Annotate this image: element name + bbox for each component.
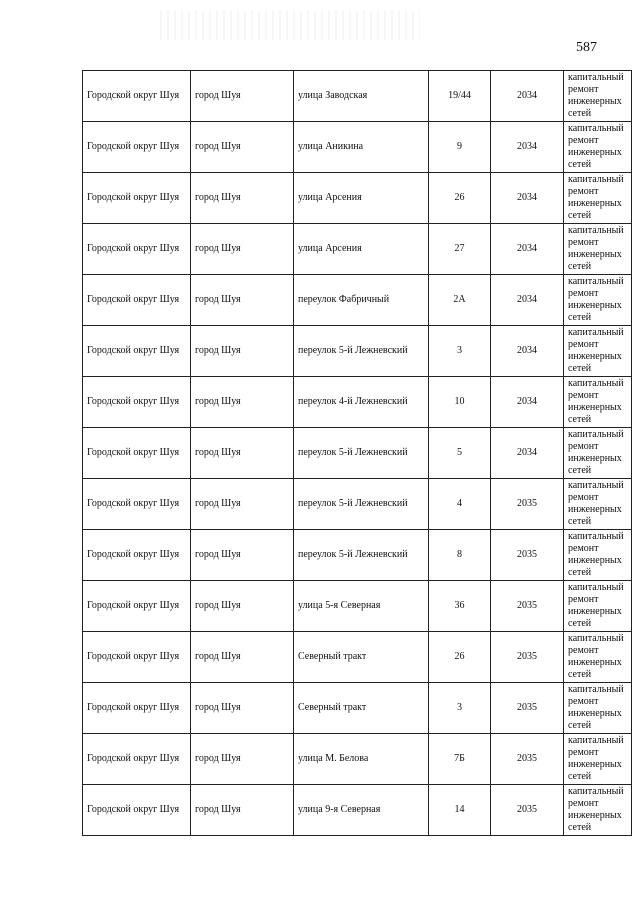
city-cell: город Шуя	[191, 683, 294, 734]
district-cell: Городской округ Шуя	[83, 479, 191, 530]
table-row	[83, 224, 632, 275]
table-row	[83, 122, 632, 173]
district-cell: Городской округ Шуя	[83, 224, 191, 275]
table-row	[83, 71, 632, 122]
work-type-cell: капитальный ремонт инженерных сетей	[564, 377, 632, 428]
city-cell: город Шуя	[191, 326, 294, 377]
table-row	[83, 683, 632, 734]
registry-table	[82, 70, 632, 836]
work-type-cell: капитальный ремонт инженерных сетей	[564, 275, 632, 326]
district-cell: Городской округ Шуя	[83, 122, 191, 173]
work-type-cell: капитальный ремонт инженерных сетей	[564, 479, 632, 530]
year-cell: 2035	[491, 479, 564, 530]
table-row	[83, 326, 632, 377]
street-cell: улица Заводская	[294, 71, 429, 122]
work-type-cell: капитальный ремонт инженерных сетей	[564, 632, 632, 683]
table-row	[83, 785, 632, 836]
house-number-cell: 14	[429, 785, 491, 836]
year-cell: 2034	[491, 326, 564, 377]
year-cell: 2035	[491, 683, 564, 734]
district-cell: Городской округ Шуя	[83, 173, 191, 224]
street-cell: Северный тракт	[294, 683, 429, 734]
street-cell: переулок 5-й Лежневский	[294, 428, 429, 479]
district-cell: Городской округ Шуя	[83, 530, 191, 581]
city-cell: город Шуя	[191, 581, 294, 632]
table-row	[83, 428, 632, 479]
page-number: 587	[576, 40, 597, 55]
district-cell: Городской округ Шуя	[83, 683, 191, 734]
district-cell: Городской округ Шуя	[83, 734, 191, 785]
work-type-cell: капитальный ремонт инженерных сетей	[564, 581, 632, 632]
street-cell: улица 9-я Северная	[294, 785, 429, 836]
house-number-cell: 10	[429, 377, 491, 428]
street-cell: улица Арсения	[294, 173, 429, 224]
work-type-cell: капитальный ремонт инженерных сетей	[564, 530, 632, 581]
house-number-cell: 26	[429, 632, 491, 683]
year-cell: 2035	[491, 734, 564, 785]
table-row	[83, 377, 632, 428]
street-cell: переулок Фабричный	[294, 275, 429, 326]
scan-noise	[160, 10, 420, 40]
house-number-cell: 36	[429, 581, 491, 632]
work-type-cell: капитальный ремонт инженерных сетей	[564, 683, 632, 734]
year-cell: 2034	[491, 122, 564, 173]
work-type-cell: капитальный ремонт инженерных сетей	[564, 734, 632, 785]
district-cell: Городской округ Шуя	[83, 632, 191, 683]
year-cell: 2034	[491, 428, 564, 479]
year-cell: 2034	[491, 377, 564, 428]
year-cell: 2034	[491, 275, 564, 326]
street-cell: улица Аникина	[294, 122, 429, 173]
city-cell: город Шуя	[191, 71, 294, 122]
district-cell: Городской округ Шуя	[83, 326, 191, 377]
work-type-cell: капитальный ремонт инженерных сетей	[564, 224, 632, 275]
house-number-cell: 3	[429, 326, 491, 377]
table-row	[83, 734, 632, 785]
city-cell: город Шуя	[191, 173, 294, 224]
house-number-cell: 3	[429, 683, 491, 734]
house-number-cell: 19/44	[429, 71, 491, 122]
house-number-cell: 9	[429, 122, 491, 173]
year-cell: 2035	[491, 581, 564, 632]
street-cell: переулок 4-й Лежневский	[294, 377, 429, 428]
street-cell: переулок 5-й Лежневский	[294, 326, 429, 377]
city-cell: город Шуя	[191, 632, 294, 683]
table-row	[83, 479, 632, 530]
house-number-cell: 2А	[429, 275, 491, 326]
street-cell: Северный тракт	[294, 632, 429, 683]
year-cell: 2034	[491, 71, 564, 122]
work-type-cell: капитальный ремонт инженерных сетей	[564, 71, 632, 122]
work-type-cell: капитальный ремонт инженерных сетей	[564, 326, 632, 377]
district-cell: Городской округ Шуя	[83, 428, 191, 479]
year-cell: 2034	[491, 173, 564, 224]
city-cell: город Шуя	[191, 428, 294, 479]
table-row	[83, 530, 632, 581]
street-cell: улица М. Белова	[294, 734, 429, 785]
city-cell: город Шуя	[191, 224, 294, 275]
city-cell: город Шуя	[191, 122, 294, 173]
city-cell: город Шуя	[191, 377, 294, 428]
table-row	[83, 632, 632, 683]
work-type-cell: капитальный ремонт инженерных сетей	[564, 428, 632, 479]
table-row	[83, 275, 632, 326]
city-cell: город Шуя	[191, 275, 294, 326]
street-cell: переулок 5-й Лежневский	[294, 530, 429, 581]
city-cell: город Шуя	[191, 734, 294, 785]
table-row	[83, 173, 632, 224]
street-cell: улица Арсения	[294, 224, 429, 275]
district-cell: Городской округ Шуя	[83, 581, 191, 632]
house-number-cell: 26	[429, 173, 491, 224]
district-cell: Городской округ Шуя	[83, 71, 191, 122]
street-cell: переулок 5-й Лежневский	[294, 479, 429, 530]
district-cell: Городской округ Шуя	[83, 377, 191, 428]
house-number-cell: 7Б	[429, 734, 491, 785]
table-row	[83, 581, 632, 632]
work-type-cell: капитальный ремонт инженерных сетей	[564, 173, 632, 224]
city-cell: город Шуя	[191, 530, 294, 581]
work-type-cell: капитальный ремонт инженерных сетей	[564, 785, 632, 836]
year-cell: 2034	[491, 224, 564, 275]
street-cell: улица 5-я Северная	[294, 581, 429, 632]
city-cell: город Шуя	[191, 785, 294, 836]
house-number-cell: 8	[429, 530, 491, 581]
year-cell: 2035	[491, 785, 564, 836]
district-cell: Городской округ Шуя	[83, 275, 191, 326]
house-number-cell: 27	[429, 224, 491, 275]
house-number-cell: 5	[429, 428, 491, 479]
city-cell: город Шуя	[191, 479, 294, 530]
district-cell: Городской округ Шуя	[83, 785, 191, 836]
house-number-cell: 4	[429, 479, 491, 530]
year-cell: 2035	[491, 530, 564, 581]
year-cell: 2035	[491, 632, 564, 683]
work-type-cell: капитальный ремонт инженерных сетей	[564, 122, 632, 173]
